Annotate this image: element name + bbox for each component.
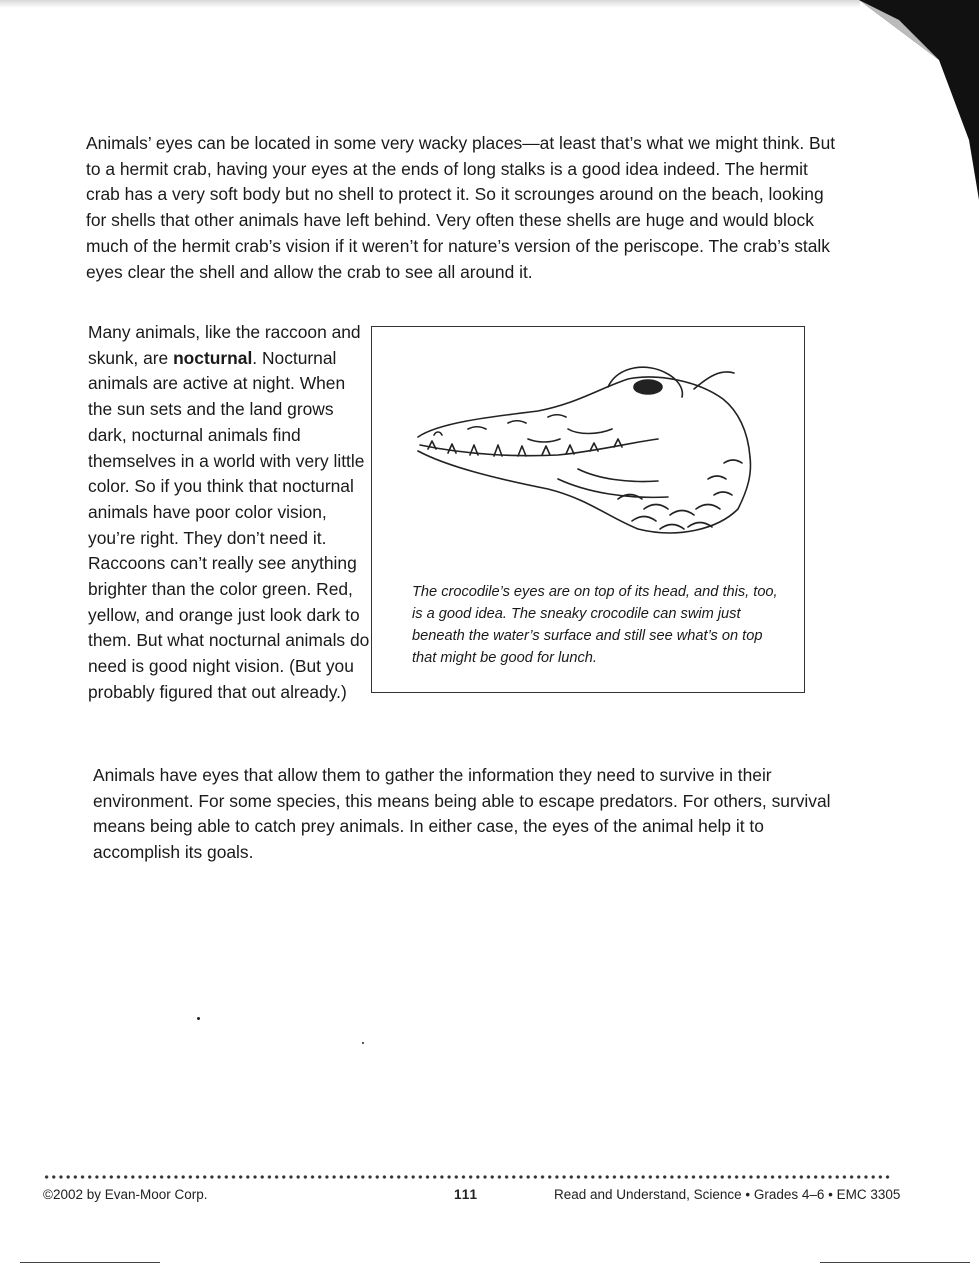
crocodile-figure [371, 326, 805, 693]
scan-speck [197, 1017, 200, 1020]
paragraph-nocturnal-text-2: . Nocturnal animals are active at night. When the sun sets and the land grows dark, nocturnal animals find themselves in a world with very little color. So if you think that nocturnal animals have poor color vision, you’re right. They don’t need it. Raccoons can’t really see anything brighter than the color green. Red, yellow, and orange just look dark to them. But what nocturnal animals do need is good night vision. (But you probably figured that out already.) [88, 347, 370, 702]
scan-corner [859, 0, 979, 200]
paragraph-eyes-survival: Animals have eyes that allow them to gather the information they need to survive in their environment. For some species, this means being able to escape predators. For others, survival means being able to catch prey animals. In either case, the eyes of the animal help it to accomplish its goals. [93, 765, 831, 863]
paragraph-hermit-crab: Animals’ eyes can be located in some very wacky places—at least that’s what we might think. But to a hermit crab, having your eyes at the ends of long stalks is a good idea indeed. The hermit crab has a very soft body but no shell to protect it. So it scrounges around on the beach, looking for shells that other animals have left behind. Very often these shells are huge and would block much of the hermit crab’s vision if it weren’t for nature’s version of the periscope. The crab’s stalk eyes clear the shell and allow the crab to see all around it. [86, 133, 836, 282]
scan-edge-line [20, 1262, 160, 1263]
scan-speck [362, 1042, 364, 1044]
footer-series: Read and Understand, Science • Grades 4–6 • EMC 3305 [554, 1187, 901, 1202]
crocodile-head-illustration [408, 359, 768, 569]
scan-edge-line [820, 1262, 970, 1263]
page-number: 111 [454, 1187, 479, 1202]
footer-dotted-rule [43, 1173, 893, 1181]
paragraph-nocturnal [88, 320, 370, 706]
footer-copyright: ©2002 by Evan-Moor Corp. [43, 1187, 208, 1202]
figure-caption: The crocodile’s eyes are on top of its head, and this, too, is a good idea. The sneaky crocodile can swim just beneath the water’s surface and still see what’s on top that might be good for lunch. [412, 584, 778, 666]
scan-shadow [0, 0, 860, 8]
paragraph-nocturnal-text-1: Many animals, like the raccoon and skunk, are [88, 322, 361, 368]
term-nocturnal: nocturnal [173, 347, 253, 368]
